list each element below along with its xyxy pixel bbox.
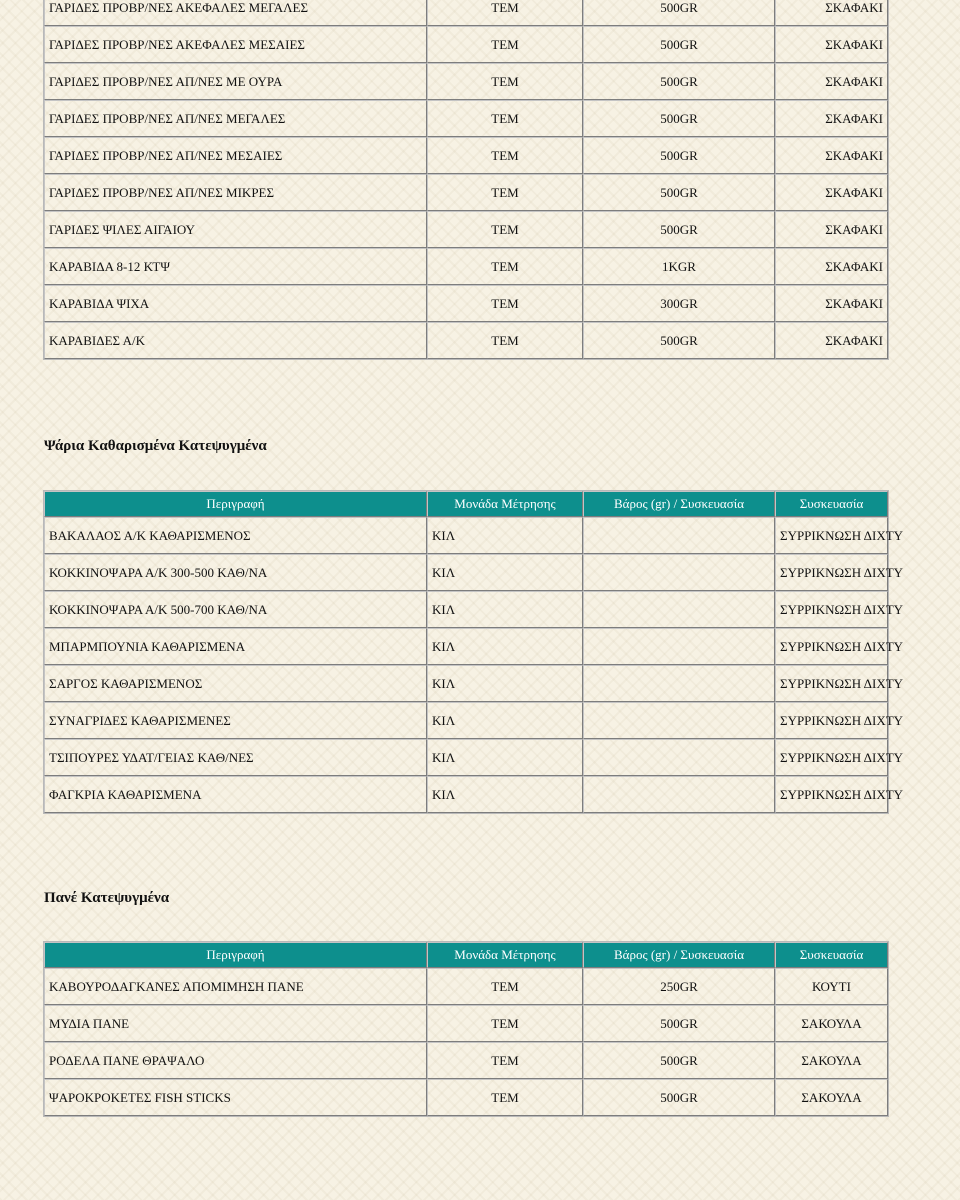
cell-weight: 300GR — [583, 285, 775, 322]
cell-description: ΨΑΡΟΚΡΟΚΕΤΕΣ FISH STICKS — [44, 1079, 427, 1116]
cell-packaging: ΣΚΑΦΑΚΙ — [775, 0, 888, 26]
table-row — [44, 63, 888, 100]
pane-table-body — [44, 968, 888, 1116]
cell-unit: ΤΕΜ — [427, 26, 583, 63]
cell-description: ΜΠΑΡΜΠΟΥΝΙΑ ΚΑΘΑΡΙΣΜΕΝΑ — [44, 628, 427, 665]
cell-description: ΤΣΙΠΟΥΡΕΣ ΥΔΑΤ/ΓΕΙΑΣ ΚΑΘ/ΝΕΣ — [44, 739, 427, 776]
cell-description: ΚΑΡΑΒΙΔΑ 8-12 ΚΤΨ — [44, 248, 427, 285]
cell-unit: ΤΕΜ — [427, 0, 583, 26]
cell-packaging: ΣΚΑΦΑΚΙ — [775, 63, 888, 100]
cell-weight — [583, 591, 775, 628]
section-title-pane: Πανέ Κατεψυγμένα — [44, 890, 170, 906]
cell-description: ΚΑΡΑΒΙΔΑ ΨΙΧΑ — [44, 285, 427, 322]
cell-packaging: ΣΑΚΟΥΛΑ — [775, 1079, 888, 1116]
cell-packaging: ΣΚΑΦΑΚΙ — [775, 285, 888, 322]
cell-packaging: ΣΚΑΦΑΚΙ — [775, 211, 888, 248]
table-row — [44, 1042, 888, 1079]
table-row — [44, 285, 888, 322]
cell-weight: 500GR — [583, 1042, 775, 1079]
header-packaging: Συσκευασία — [775, 942, 888, 968]
cell-packaging: ΣΥΡΡΙΚΝΩΣΗ ΔΙΧΤΥ — [775, 702, 888, 739]
cell-unit: ΤΕΜ — [427, 100, 583, 137]
table-row — [44, 322, 888, 359]
cell-unit: ΤΕΜ — [427, 968, 583, 1005]
header-packaging: Συσκευασία — [775, 491, 888, 517]
header-unit: Μονάδα Μέτρησης — [427, 491, 583, 517]
section-title-fish: Ψάρια Καθαρισμένα Κατεψυγμένα — [44, 438, 267, 454]
table-row — [44, 554, 888, 591]
fish-table — [43, 490, 904, 814]
table-row — [44, 702, 888, 739]
seafood-table-body — [44, 0, 888, 359]
fish-table-body — [44, 517, 904, 813]
header-weight: Βάρος (gr) / Συσκευασία — [583, 491, 775, 517]
cell-packaging: ΣΚΑΦΑΚΙ — [775, 322, 888, 359]
cell-unit: ΤΕΜ — [427, 1079, 583, 1116]
header-unit: Μονάδα Μέτρησης — [427, 942, 583, 968]
cell-unit: ΚΙΛ — [427, 665, 583, 702]
table-row — [44, 968, 888, 1005]
cell-packaging: ΣΚΑΦΑΚΙ — [775, 137, 888, 174]
cell-description: ΦΑΓΚΡΙΑ ΚΑΘΑΡΙΣΜΕΝΑ — [44, 776, 427, 813]
header-description: Περιγραφή — [44, 491, 427, 517]
cell-weight — [583, 517, 775, 554]
cell-unit: ΚΙΛ — [427, 739, 583, 776]
cell-unit: ΚΙΛ — [427, 517, 583, 554]
table-header-row — [44, 942, 888, 968]
cell-unit: ΤΕΜ — [427, 248, 583, 285]
cell-description: ΜΥΔΙΑ ΠΑΝΕ — [44, 1005, 427, 1042]
table-row — [44, 100, 888, 137]
table-row — [44, 26, 888, 63]
cell-packaging: ΣΑΚΟΥΛΑ — [775, 1005, 888, 1042]
table-row — [44, 137, 888, 174]
cell-weight: 500GR — [583, 63, 775, 100]
cell-description: ΓΑΡΙΔΕΣ ΠΡΟΒΡ/ΝΕΣ ΑΠ/ΝΕΣ ΜΙΚΡΕΣ — [44, 174, 427, 211]
cell-description: ΓΑΡΙΔΕΣ ΠΡΟΒΡ/ΝΕΣ ΑΠ/ΝΕΣ ΜΕΓΑΛΕΣ — [44, 100, 427, 137]
cell-description: ΣΥΝΑΓΡΙΔΕΣ ΚΑΘΑΡΙΣΜΕΝΕΣ — [44, 702, 427, 739]
cell-unit: ΤΕΜ — [427, 174, 583, 211]
cell-packaging: ΣΥΡΡΙΚΝΩΣΗ ΔΙΧΤΥ — [775, 739, 888, 776]
cell-unit: ΤΕΜ — [427, 211, 583, 248]
cell-weight: 500GR — [583, 322, 775, 359]
cell-weight — [583, 702, 775, 739]
cell-unit: ΚΙΛ — [427, 591, 583, 628]
cell-unit: ΤΕΜ — [427, 137, 583, 174]
cell-weight — [583, 665, 775, 702]
table-header-row — [44, 491, 888, 517]
pane-table — [43, 941, 889, 1117]
cell-description: ΚΑΡΑΒΙΔΕΣ Α/Κ — [44, 322, 427, 359]
cell-weight: 500GR — [583, 0, 775, 26]
cell-packaging: ΣΥΡΡΙΚΝΩΣΗ ΔΙΧΤΥ — [775, 591, 888, 628]
cell-weight: 500GR — [583, 100, 775, 137]
cell-weight: 1KGR — [583, 248, 775, 285]
cell-unit: ΤΕΜ — [427, 285, 583, 322]
cell-packaging: ΣΥΡΡΙΚΝΩΣΗ ΔΙΧΤΥ — [775, 628, 888, 665]
cell-description: ΓΑΡΙΔΕΣ ΨΙΛΕΣ ΑΙΓΑΙΟΥ — [44, 211, 427, 248]
table-row — [44, 174, 888, 211]
cell-description: ΣΑΡΓΟΣ ΚΑΘΑΡΙΣΜΕΝΟΣ — [44, 665, 427, 702]
seafood-table — [43, 0, 889, 360]
cell-packaging: ΣΑΚΟΥΛΑ — [775, 1042, 888, 1079]
cell-unit: ΤΕΜ — [427, 1005, 583, 1042]
cell-description: ΡΟΔΕΛΑ ΠΑΝΕ ΘΡΑΨΑΛΟ — [44, 1042, 427, 1079]
table-row — [44, 1079, 888, 1116]
table-row — [44, 776, 888, 813]
table-row — [44, 0, 888, 26]
cell-unit: ΚΙΛ — [427, 702, 583, 739]
cell-weight — [583, 776, 775, 813]
cell-weight: 500GR — [583, 1005, 775, 1042]
cell-weight: 500GR — [583, 174, 775, 211]
cell-weight — [583, 739, 775, 776]
cell-packaging: ΣΥΡΡΙΚΝΩΣΗ ΔΙΧΤΥ — [775, 665, 888, 702]
cell-weight: 250GR — [583, 968, 775, 1005]
cell-unit: ΤΕΜ — [427, 63, 583, 100]
table-row — [44, 248, 888, 285]
cell-packaging: ΚΟΥΤΙ — [775, 968, 888, 1005]
cell-packaging: ΣΥΡΡΙΚΝΩΣΗ ΔΙΧΤΥ — [775, 517, 888, 554]
cell-unit: ΚΙΛ — [427, 776, 583, 813]
cell-weight: 500GR — [583, 137, 775, 174]
cell-description: ΒΑΚΑΛΑΟΣ Α/Κ ΚΑΘΑΡΙΣΜΕΝΟΣ — [44, 517, 427, 554]
cell-packaging: ΣΚΑΦΑΚΙ — [775, 174, 888, 211]
cell-description: ΓΑΡΙΔΕΣ ΠΡΟΒΡ/ΝΕΣ ΑΠ/ΝΕΣ ΜΕΣΑΙΕΣ — [44, 137, 427, 174]
table-row — [44, 628, 888, 665]
cell-weight: 500GR — [583, 26, 775, 63]
cell-description: ΓΑΡΙΔΕΣ ΠΡΟΒΡ/ΝΕΣ ΑΠ/ΝΕΣ ΜΕ ΟΥΡΑ — [44, 63, 427, 100]
cell-packaging: ΣΚΑΦΑΚΙ — [775, 26, 888, 63]
table-row — [44, 591, 888, 628]
cell-description: ΓΑΡΙΔΕΣ ΠΡΟΒΡ/ΝΕΣ ΑΚΕΦΑΛΕΣ ΜΕΣΑΙΕΣ — [44, 26, 427, 63]
cell-packaging: ΣΥΡΡΙΚΝΩΣΗ ΔΙΧΤΥ — [775, 554, 888, 591]
cell-weight: 500GR — [583, 1079, 775, 1116]
cell-weight — [583, 554, 775, 591]
cell-packaging: ΣΥΡΡΙΚΝΩΣΗ ΔΙΧΤΥ — [775, 776, 888, 813]
cell-description: ΚΟΚΚΙΝΟΨΑΡΑ Α/Κ 300-500 ΚΑΘ/ΝΑ — [44, 554, 427, 591]
cell-description: ΚΟΚΚΙΝΟΨΑΡΑ Α/Κ 500-700 ΚΑΘ/ΝΑ — [44, 591, 427, 628]
cell-unit: ΚΙΛ — [427, 554, 583, 591]
table-row — [44, 211, 888, 248]
cell-weight: 500GR — [583, 211, 775, 248]
cell-description: ΚΑΒΟΥΡΟΔΑΓΚΑΝΕΣ ΑΠΟΜΙΜΗΣΗ ΠΑΝΕ — [44, 968, 427, 1005]
table-row — [44, 1005, 888, 1042]
cell-unit: ΤΕΜ — [427, 1042, 583, 1079]
header-weight: Βάρος (gr) / Συσκευασία — [583, 942, 775, 968]
table-row — [44, 739, 888, 776]
cell-weight — [583, 628, 775, 665]
header-description: Περιγραφή — [44, 942, 427, 968]
cell-packaging: ΣΚΑΦΑΚΙ — [775, 248, 888, 285]
table-row — [44, 517, 888, 554]
cell-unit: ΤΕΜ — [427, 322, 583, 359]
table-row — [44, 665, 888, 702]
cell-description: ΓΑΡΙΔΕΣ ΠΡΟΒΡ/ΝΕΣ ΑΚΕΦΑΛΕΣ ΜΕΓΑΛΕΣ — [44, 0, 427, 26]
cell-unit: ΚΙΛ — [427, 628, 583, 665]
cell-packaging: ΣΚΑΦΑΚΙ — [775, 100, 888, 137]
